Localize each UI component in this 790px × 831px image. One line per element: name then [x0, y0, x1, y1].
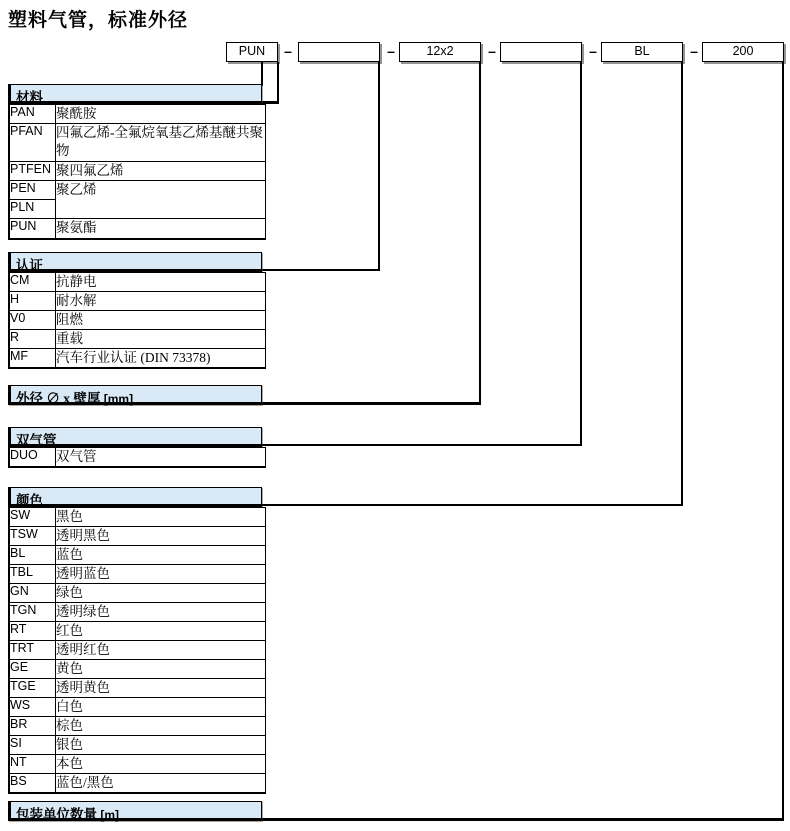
cert-code: R — [9, 330, 56, 349]
material-code: PFAN — [9, 124, 56, 162]
section-header-certification-label: 认证 — [16, 258, 43, 273]
table-row — [9, 105, 266, 124]
page-title: 塑料气管，标准外径 — [8, 10, 189, 31]
cert-code: V0 — [9, 311, 56, 330]
table-row — [9, 219, 266, 240]
table-row — [9, 124, 266, 162]
underline-ext-packaging — [261, 818, 784, 821]
material-code: PLN — [9, 200, 56, 219]
color-code: TGE — [9, 679, 56, 698]
color-code: BS — [9, 774, 56, 794]
color-code: GN — [9, 584, 56, 603]
connector-material — [277, 62, 279, 104]
table-row — [9, 736, 266, 755]
section-header-outer-diameter — [8, 385, 262, 405]
cert-code: CM — [9, 273, 56, 292]
cert-code: MF — [9, 349, 56, 369]
underline-ext-duo — [261, 444, 582, 447]
code-separator: – — [284, 43, 292, 59]
table-row — [9, 565, 266, 584]
color-desc: 红色 — [56, 622, 266, 641]
certification-table — [8, 272, 266, 369]
table-row — [9, 774, 266, 794]
connector-certification — [378, 62, 380, 271]
code-box-size: 12x2 — [399, 42, 481, 62]
color-code: RT — [9, 622, 56, 641]
table-row — [9, 546, 266, 565]
color-code: TRT — [9, 641, 56, 660]
table-row — [9, 755, 266, 774]
code-separator: – — [488, 43, 496, 59]
color-code: SI — [9, 736, 56, 755]
cert-desc: 耐水解 — [56, 292, 266, 311]
material-desc: 聚氨酯 — [56, 219, 266, 240]
code-box-certification — [298, 42, 380, 62]
cert-desc: 汽车行业认证 (DIN 73378) — [56, 349, 266, 369]
color-desc: 透明黄色 — [56, 679, 266, 698]
section-header-certification — [8, 252, 262, 272]
material-code: PEN — [9, 181, 56, 200]
color-code: TGN — [9, 603, 56, 622]
color-desc: 透明黑色 — [56, 527, 266, 546]
cert-code: H — [9, 292, 56, 311]
color-desc: 透明红色 — [56, 641, 266, 660]
table-row — [9, 622, 266, 641]
color-desc: 透明蓝色 — [56, 565, 266, 584]
section-header-color-label: 颜色 — [16, 493, 43, 508]
color-desc: 蓝色 — [56, 546, 266, 565]
cert-desc: 抗静电 — [56, 273, 266, 292]
underline-ext-size — [261, 402, 481, 405]
table-row — [9, 679, 266, 698]
table-row — [9, 660, 266, 679]
color-code: WS — [9, 698, 56, 717]
material-desc: 聚酰胺 — [56, 105, 266, 124]
table-row — [9, 292, 266, 311]
material-desc: 四氟乙烯-全氟烷氧基乙烯基醚共聚物 — [56, 124, 266, 162]
section-header-duo-label: 双气管 — [16, 433, 57, 448]
connector-size — [479, 62, 481, 404]
material-desc: 聚乙烯 — [56, 181, 266, 219]
code-box-material: PUN — [226, 42, 278, 62]
material-desc: 聚四氟乙烯 — [56, 162, 266, 181]
material-code: PTFEN — [9, 162, 56, 181]
color-table — [8, 507, 266, 794]
connector-material-left — [261, 62, 263, 86]
table-row — [9, 603, 266, 622]
section-header-packaging — [8, 801, 262, 821]
color-desc: 白色 — [56, 698, 266, 717]
packaging-unit: [m] — [100, 808, 120, 822]
color-desc: 蓝色/黑色 — [56, 774, 266, 794]
table-row — [9, 641, 266, 660]
color-desc: 透明绿色 — [56, 603, 266, 622]
table-row — [9, 181, 266, 200]
material-code: PAN — [9, 105, 56, 124]
table-row — [9, 508, 266, 527]
connector-packaging — [782, 62, 784, 821]
section-header-material — [8, 84, 262, 104]
color-code: GE — [9, 660, 56, 679]
color-code: BR — [9, 717, 56, 736]
code-separator: – — [387, 43, 395, 59]
section-header-material-label: 材料 — [16, 90, 43, 105]
connector-duo — [580, 62, 582, 446]
table-row — [9, 162, 266, 181]
table-row — [9, 527, 266, 546]
color-desc: 黑色 — [56, 508, 266, 527]
cert-desc: 阻燃 — [56, 311, 266, 330]
color-desc: 绿色 — [56, 584, 266, 603]
table-row — [9, 273, 266, 292]
table-row — [9, 330, 266, 349]
color-desc: 黄色 — [56, 660, 266, 679]
table-row — [9, 349, 266, 369]
duo-desc: 双气管 — [56, 448, 266, 468]
table-row — [9, 698, 266, 717]
color-desc: 本色 — [56, 755, 266, 774]
duo-code: DUO — [9, 448, 56, 468]
material-code: PUN — [9, 219, 56, 240]
color-code: TBL — [9, 565, 56, 584]
table-row — [9, 717, 266, 736]
table-row — [9, 311, 266, 330]
color-code: SW — [9, 508, 56, 527]
color-desc: 棕色 — [56, 717, 266, 736]
cert-desc: 重载 — [56, 330, 266, 349]
color-code: NT — [9, 755, 56, 774]
code-box-packaging: 200 — [702, 42, 784, 62]
code-separator: – — [690, 43, 698, 59]
section-header-packaging-label: 包装单位数量 — [16, 807, 97, 822]
duo-table — [8, 447, 266, 468]
color-desc: 银色 — [56, 736, 266, 755]
outer-diameter-unit: [mm] — [103, 392, 134, 406]
section-header-duo — [8, 427, 262, 447]
underline-ext-certification — [261, 269, 380, 272]
table-row — [9, 448, 266, 468]
connector-color — [681, 62, 683, 506]
code-box-color: BL — [601, 42, 683, 62]
section-header-outer-diameter-label: 外径 ∅ x 壁厚 — [16, 391, 101, 406]
color-code: TSW — [9, 527, 56, 546]
table-row — [9, 584, 266, 603]
code-box-duo — [500, 42, 582, 62]
underline-ext-color — [261, 504, 683, 507]
material-table — [8, 104, 266, 240]
color-code: BL — [9, 546, 56, 565]
section-header-color — [8, 487, 262, 507]
code-separator: – — [589, 43, 597, 59]
